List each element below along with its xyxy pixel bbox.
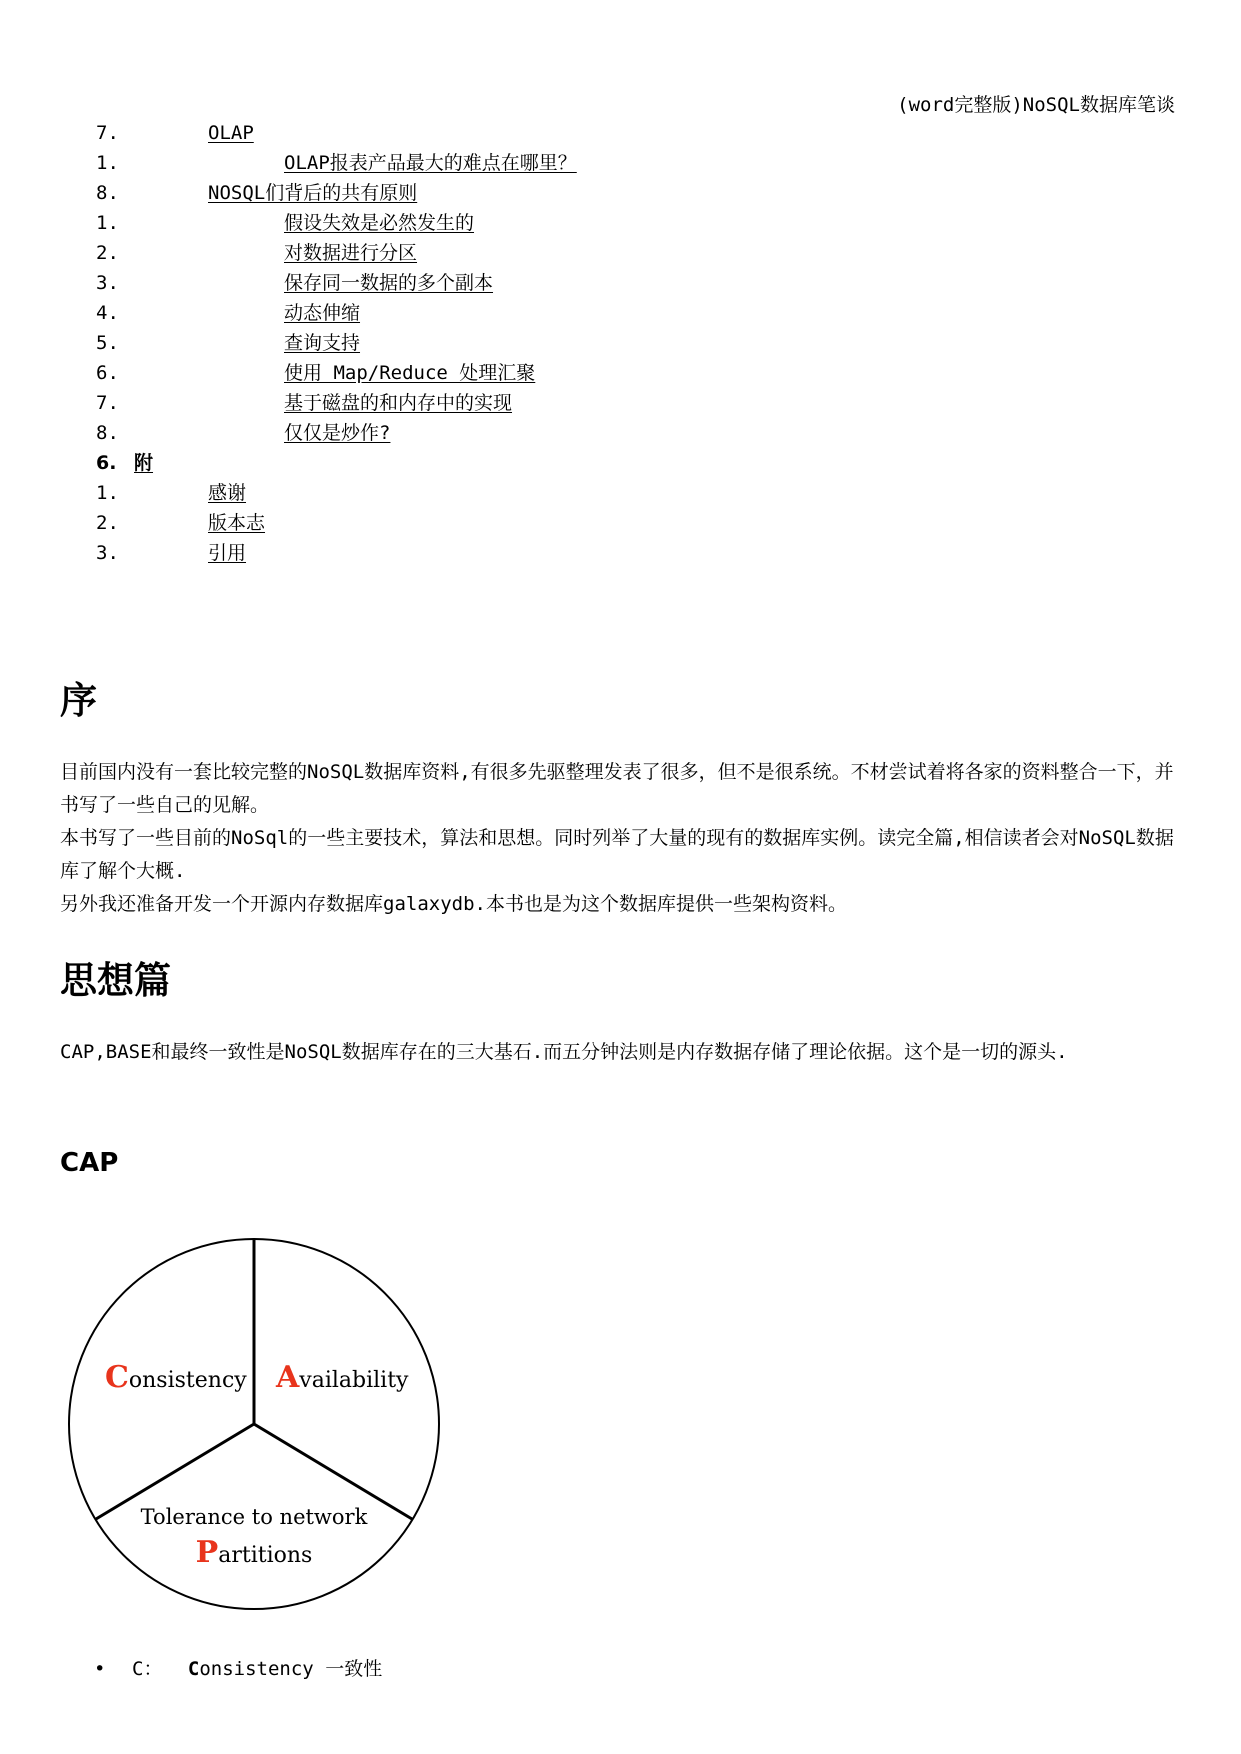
toc-number: 1. [96,212,119,234]
toc-number: 2. [96,512,119,534]
partition-tolerance-label: Tolerance to network [140,1505,368,1529]
consistency-initial: C [105,1360,129,1395]
toc-link[interactable]: 仅仅是炒作? [284,422,391,444]
bullet-initial: C [187,1658,200,1680]
toc-number: 8. [96,422,119,444]
partitions-rest: artitions [218,1543,313,1568]
toc-link[interactable]: 引用 [208,542,247,564]
preface-paragraph: 目前国内没有一套比较完整的NoSQL数据库资料,有很多先驱整理发表了很多，但不是很系统。不材尝试着将各家的资料整合一下，并书写了一些自己的见解。 [60,761,1174,816]
cap-diagram [60,1228,460,1618]
toc-number: 7. [96,122,119,144]
toc-number: 1. [96,482,119,504]
toc-link[interactable]: 对数据进行分区 [284,242,418,264]
availability-rest: vailability [299,1368,409,1393]
toc-link[interactable]: NOSQL们背后的共有原则 [208,182,418,204]
thought-heading: 思想篇 [60,958,171,1002]
toc-number: 4. [96,302,119,324]
availability-initial: A [276,1360,300,1395]
partitions-initial: P [195,1535,219,1570]
consistency-rest: onsistency [128,1368,247,1393]
thought-paragraph: CAP,BASE和最终一致性是NoSQL数据库存在的三大基石.而五分钟法则是内存数据存储了理论依据。这个是一切的源头. [60,1041,1068,1063]
toc-link[interactable]: 版本志 [208,512,266,534]
page-header: (word完整版)NoSQL数据库笔谈 [897,94,1175,116]
toc-number: 2. [96,242,119,264]
preface-paragraph: 另外我还准备开发一个开源内存数据库galaxydb.本书也是为这个数据库提供一些架构资料。 [60,893,847,915]
toc-link[interactable]: 假设失效是必然发生的 [284,212,475,234]
preface-heading: 序 [60,678,97,722]
bullet-label: C： [132,1658,163,1680]
toc-number: 6. [96,452,117,474]
toc-number: 3. [96,542,119,564]
toc-number: 7. [96,392,119,414]
bullet-icon: • [94,1658,106,1680]
toc-link[interactable]: 动态伸缩 [284,302,361,324]
toc-link[interactable]: 保存同一数据的多个副本 [284,272,494,294]
toc-link[interactable]: OLAP报表产品最大的难点在哪里？ [284,152,577,174]
toc-link[interactable]: 基于磁盘的和内存中的实现 [284,392,513,414]
preface-paragraph: 本书写了一些目前的NoSql的一些主要技术，算法和思想。同时列举了大量的现有的数据库实例。读完全篇,相信读者会对NoSQL数据库了解个大概. [60,827,1174,882]
toc-link[interactable]: 感谢 [208,482,247,504]
bullet-text: onsistency 一致性 [199,1658,383,1680]
cap-heading: CAP [60,1148,119,1178]
toc-link[interactable]: 使用 Map/Reduce 处理汇聚 [284,362,536,384]
list-item [94,1654,382,1684]
toc-number: 5. [96,332,119,354]
toc-link[interactable]: OLAP [208,122,254,144]
toc-number: 3. [96,272,119,294]
toc-link[interactable]: 查询支持 [284,332,361,354]
toc-link[interactable]: 附 [134,452,154,474]
toc-number: 6. [96,362,119,384]
toc-number: 1. [96,152,119,174]
toc-number: 8. [96,182,119,204]
